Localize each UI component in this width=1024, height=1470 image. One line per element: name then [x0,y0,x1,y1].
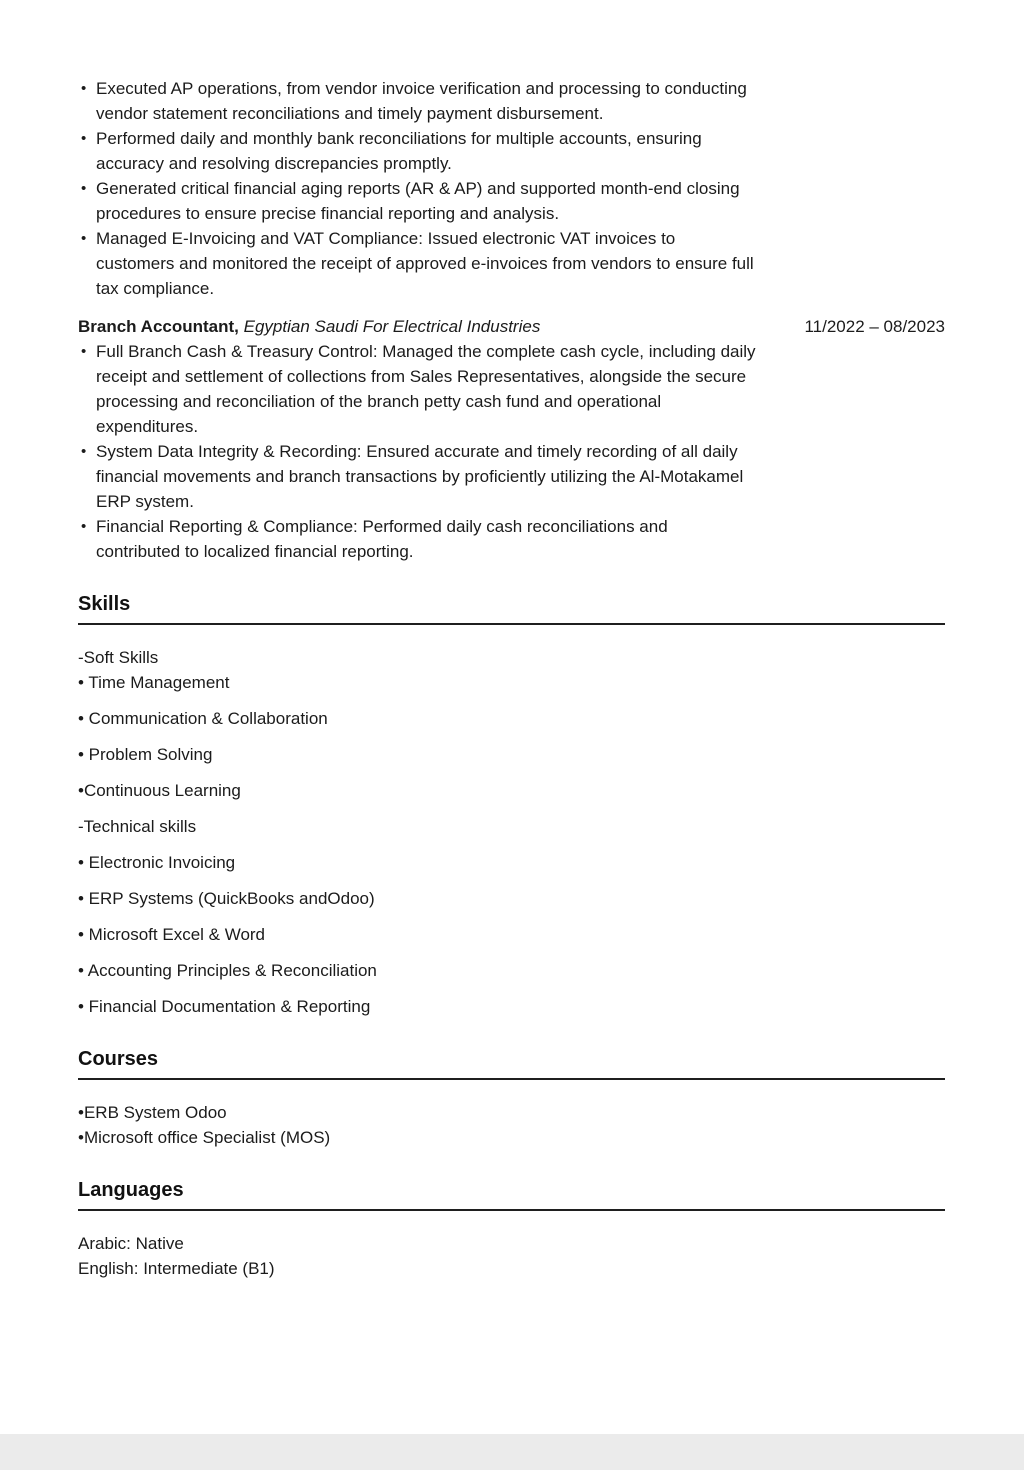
experience-entry [78,314,945,564]
languages-list [78,1231,945,1281]
skill-line: • Accounting Principles & Reconciliation [78,961,377,980]
bullet-item: • Generated critical financial aging reports (AR & AP) and supported month-end closing procedures to ensure precise financial reporting and analysis. [78,176,756,226]
courses-heading: Courses [78,1048,159,1070]
course-item: •ERB System Odoo [78,1103,227,1122]
skill-line: -Soft Skills [78,648,159,667]
job-title-line [78,314,540,339]
bullet-item: • Managed E-Invoicing and VAT Compliance: Issued electronic VAT invoices to customers and monitored the receipt of approved e-invoices from vendors to ensure full tax compliance. [78,226,756,301]
bullet-item: • Financial Reporting & Compliance: Performed daily cash reconciliations and contributed to localized financial reporting. [78,514,756,564]
section-divider [78,1209,945,1211]
course-item: •Microsoft office Specialist (MOS) [78,1128,331,1147]
skill-line: • Financial Documentation & Reporting [78,997,371,1016]
bullet-item: • System Data Integrity & Recording: Ensured accurate and timely recording of all daily financial movements and branch transactions by proficiently utilizing the Al-Motakamel ERP system. [78,439,756,514]
skill-line: •Continuous Learning [78,781,241,800]
job-dates: 11/2022 – 08/2023 [804,317,945,336]
skill-line: • Electronic Invoicing [78,853,236,872]
courses-list [78,1100,945,1150]
job-header [78,314,945,339]
page-edge-background [0,1434,1024,1470]
skills-section [78,592,945,1019]
skill-line: • Communication & Collaboration [78,709,328,728]
bullet-list [78,339,756,564]
bullet-item: • Performed daily and monthly bank reconciliations for multiple accounts, ensuring accuracy and resolving discrepancies promptly. [78,126,756,176]
languages-heading: Languages [78,1179,184,1201]
job-company: Egyptian Saudi For Electrical Industries [243,317,541,336]
skill-line: • ERP Systems (QuickBooks andOdoo) [78,889,375,908]
skill-line: • Problem Solving [78,745,213,764]
section-divider [78,623,945,625]
bullet-list [78,76,756,301]
bullet-item: • Full Branch Cash & Treasury Control: Managed the complete cash cycle, including daily receipt and settlement of collections from Sales Representatives, alongside the secure processing and reconciliation of the branch petty cash fund and operational expenditures. [78,339,756,439]
section-divider [78,1078,945,1080]
job-role: Branch Accountant, [78,317,239,336]
language-item: Arabic: Native [78,1234,184,1253]
courses-section [78,1047,945,1150]
language-item: English: Intermediate (B1) [78,1259,275,1278]
skill-line: -Technical skills [78,817,197,836]
skill-line: • Microsoft Excel & Word [78,925,266,944]
skill-line: • Time Management [78,673,230,692]
skills-heading: Skills [78,593,131,615]
bullet-item: • Executed AP operations, from vendor invoice verification and processing to conducting vendor statement reconciliations and timely payment disbursement. [78,76,756,126]
languages-section [78,1178,945,1281]
experience-previous-bullets [78,76,945,301]
